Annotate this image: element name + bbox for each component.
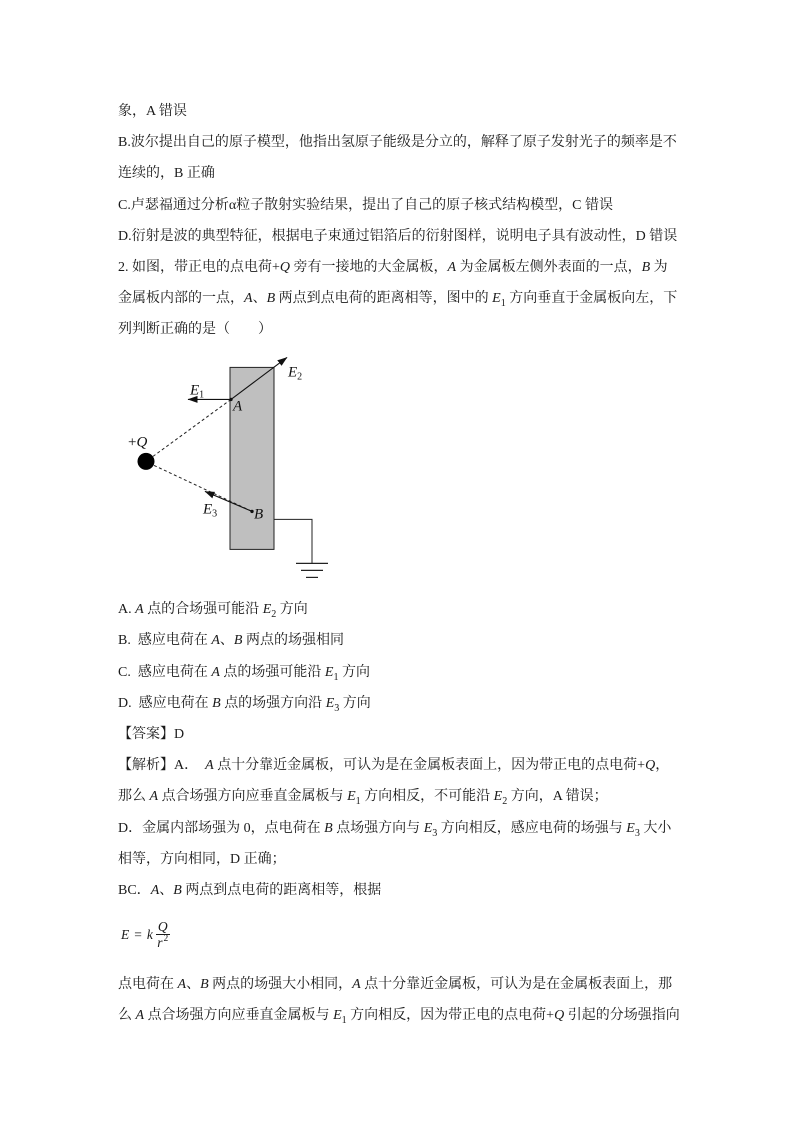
previous-answer-line	[118, 221, 678, 252]
analysis-line	[118, 813, 678, 844]
point-b-label: B	[254, 505, 264, 522]
previous-answer-line	[118, 127, 678, 158]
option-a	[118, 594, 678, 625]
text-run: C.卢瑟福通过分析α粒子散射实验结果，提出了自己的原子核式结构模型，C 错误	[118, 197, 614, 213]
question-stem-line	[118, 283, 678, 314]
formula-denominator	[157, 935, 168, 951]
text-run: 方向	[338, 664, 371, 680]
question-stem-line	[118, 252, 678, 283]
italic-symbol: B	[233, 633, 243, 649]
formula-lhs: E	[121, 926, 130, 942]
italic-symbol: A	[447, 259, 457, 275]
italic-symbol: E	[493, 789, 503, 805]
text-run: 方向相反，感应电荷的场强与	[437, 820, 627, 836]
subscript: 3	[432, 827, 438, 839]
text-run: ，	[655, 758, 670, 774]
text-run: 象，A 错误	[118, 104, 187, 119]
subscript: 3	[334, 702, 340, 714]
text-run: A.	[118, 602, 136, 618]
text-run: 相等，方向相同，D 正确；	[118, 851, 286, 867]
previous-answer-line	[118, 158, 678, 189]
italic-symbol: E	[347, 789, 356, 805]
italic-symbol: A	[352, 977, 361, 993]
italic-symbol: B	[266, 291, 276, 307]
field-letter: E	[288, 363, 298, 380]
text-run: 方向垂直于金属板向左，下	[505, 291, 678, 307]
formula-equals: =	[134, 926, 142, 942]
analysis-line	[118, 781, 678, 812]
italic-symbol: A	[177, 977, 187, 993]
analysis-line	[118, 844, 678, 875]
previous-answer-line	[118, 96, 678, 127]
italic-symbol: E	[325, 695, 335, 711]
subscript: 3	[634, 827, 640, 839]
text-run: B. 感应电荷在	[118, 633, 212, 649]
ground-symbol-icon	[296, 563, 328, 577]
text-run: B.波尔提出自己的原子模型，他指出氢原子能级是分立的，解释了原子发射光子的频率是不	[118, 135, 677, 151]
option-d	[118, 688, 678, 719]
text-run: 么	[118, 1008, 136, 1024]
italic-symbol: A	[211, 633, 220, 649]
formula-exponent: 2	[163, 934, 169, 945]
italic-symbol: A	[211, 664, 220, 680]
text-run: 方向	[276, 602, 308, 618]
field-subscript: 3	[212, 507, 218, 519]
dashed-line-charge-to-a	[153, 399, 231, 456]
figure-container	[118, 346, 678, 595]
formula-fraction	[156, 919, 170, 951]
italic-symbol: A	[149, 789, 159, 805]
subscript: 1	[500, 297, 506, 309]
e3-label	[202, 501, 217, 519]
text-run: 方向相反，因为带正电的点电荷+	[346, 1008, 555, 1024]
text-run: 点十分靠近金属板，可认为是在金属板表面上，那	[360, 977, 673, 993]
text-run: 、	[219, 633, 234, 649]
subscript: 1	[333, 671, 339, 683]
page-content	[118, 96, 678, 1032]
formula-numerator: Q	[157, 918, 168, 934]
text-run: 那么	[118, 789, 150, 805]
italic-symbol: B	[173, 882, 182, 898]
point-charge	[138, 452, 155, 469]
text-run: 点的合场强可能沿	[143, 602, 263, 618]
option-c	[118, 657, 678, 688]
italic-symbol: E	[423, 820, 433, 836]
italic-symbol: Q	[279, 259, 291, 275]
text-run: 旁有一接地的大金属板，	[290, 259, 448, 275]
text-run: D．金属内部场强为 0，点电荷在	[118, 820, 325, 836]
analysis-line	[118, 969, 678, 1000]
point-a-label: A	[233, 397, 243, 414]
italic-symbol: A	[150, 882, 160, 898]
text-run: D.衍射是波的典型特征，根据电子束通过铝箔后的衍射图样，说明电子具有波动性，D 错误	[118, 228, 678, 244]
text-run: 点电荷在	[118, 977, 178, 993]
text-run: C. 感应电荷在	[118, 664, 212, 680]
electrostatics-figure	[118, 346, 678, 595]
subscript: 2	[271, 609, 277, 621]
italic-symbol: E	[626, 820, 635, 836]
field-subscript: 2	[297, 370, 303, 382]
text-run: 为金属板左侧外表面的一点，	[456, 259, 642, 275]
subscript: 2	[502, 796, 508, 808]
formula-block	[118, 906, 678, 969]
charge-sign: +	[128, 433, 137, 450]
charge-label	[128, 434, 147, 450]
italic-symbol: E	[262, 602, 272, 618]
text-run: 点十分靠近金属板，可认为是在金属板表面上，因为带正电的点电荷+	[213, 758, 646, 774]
italic-symbol: A	[205, 758, 214, 774]
text-run: 【解析】A．	[118, 758, 206, 774]
italic-symbol: A	[244, 291, 253, 307]
text-run: D. 感应电荷在	[118, 695, 213, 711]
answer-line	[118, 719, 678, 750]
text-run: 2. 如图，带正电的点电荷+	[118, 259, 280, 275]
e1-label	[189, 382, 204, 400]
subscript: 1	[341, 1015, 347, 1027]
italic-symbol: A	[135, 602, 144, 618]
text-run: 为	[650, 259, 668, 275]
text-run: BC．	[118, 882, 151, 898]
charge-name: Q	[136, 433, 148, 450]
italic-symbol: E	[333, 1008, 342, 1024]
field-subscript: 1	[199, 388, 205, 400]
italic-symbol: Q	[645, 758, 656, 774]
text-run: 点的场强方向沿	[220, 695, 326, 711]
text-run: 列判断正确的是（ ）	[118, 322, 272, 338]
text-run: 两点的场强大小相同，	[208, 977, 353, 993]
italic-symbol: Q	[554, 1008, 565, 1024]
field-letter: E	[203, 500, 213, 517]
text-run: 【答案】D	[118, 727, 185, 743]
text-run: 方向相反，不可能沿	[360, 789, 494, 805]
text-run: 、	[252, 291, 267, 307]
formula-constant: k	[146, 926, 153, 942]
text-run: 点合场强方向应垂直金属板与	[144, 1008, 334, 1024]
italic-symbol: B	[200, 977, 209, 993]
text-run: 点合场强方向应垂直金属板与	[158, 789, 348, 805]
previous-answer-line	[118, 190, 678, 221]
text-run: 连续的，B 正确	[118, 166, 215, 182]
question-stem-line	[118, 314, 678, 345]
e2-label	[287, 364, 302, 382]
text-run: 方向	[339, 695, 371, 711]
text-run: 、	[159, 882, 174, 898]
text-run: 金属板内部的一点，	[118, 291, 244, 307]
text-run: 两点到点电荷的距离相等，图中的	[275, 291, 493, 307]
italic-symbol: E	[492, 291, 501, 307]
text-run: 两点的场强相同	[242, 633, 344, 649]
ground-wire	[274, 519, 312, 563]
text-run: 方向，A 错误；	[507, 789, 608, 805]
text-run: 两点到点电荷的距离相等，根据	[181, 882, 382, 898]
italic-symbol: B	[324, 820, 333, 836]
option-b	[118, 625, 678, 656]
formula-denominator-base: r	[157, 934, 163, 950]
text-run: 大小	[639, 820, 672, 836]
coulomb-field-formula	[121, 919, 170, 951]
italic-symbol: A	[135, 1008, 145, 1024]
subscript: 1	[355, 796, 361, 808]
text-run: 点的场强可能沿	[219, 664, 325, 680]
field-letter: E	[190, 381, 200, 398]
analysis-line	[118, 875, 678, 906]
analysis-line	[118, 1000, 678, 1031]
italic-symbol: B	[212, 695, 221, 711]
text-run: 引起的分场强指向	[564, 1008, 680, 1024]
text-run: 、	[186, 977, 201, 993]
text-run: 点场强方向与	[332, 820, 424, 836]
italic-symbol: B	[641, 259, 651, 275]
italic-symbol: E	[324, 664, 334, 680]
analysis-line	[118, 750, 678, 781]
